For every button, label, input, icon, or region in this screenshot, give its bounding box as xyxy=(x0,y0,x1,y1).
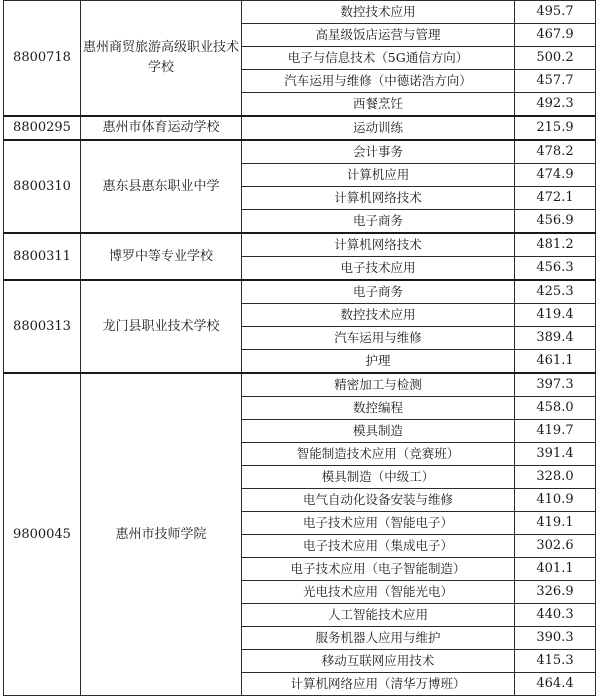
score-cell: 391.4 xyxy=(515,443,596,466)
major-name-cell: 模具制造（中级工） xyxy=(242,466,515,489)
score-cell: 481.2 xyxy=(515,233,596,257)
major-name-cell: 计算机网络技术 xyxy=(242,187,515,210)
major-name-cell: 模具制造 xyxy=(242,420,515,443)
score-cell: 390.3 xyxy=(515,627,596,650)
score-cell: 478.2 xyxy=(515,140,596,164)
score-cell: 461.1 xyxy=(515,350,596,374)
major-name-cell: 服务机器人应用与维护 xyxy=(242,627,515,650)
major-name-cell: 电子技术应用（智能电子） xyxy=(242,512,515,535)
score-cell: 457.7 xyxy=(515,70,596,93)
school-code-cell: 8800313 xyxy=(4,280,81,373)
school-code-cell: 8800295 xyxy=(4,116,81,140)
major-name-cell: 电子技术应用（电子智能制造） xyxy=(242,558,515,581)
major-name-cell: 汽车运用与维修 xyxy=(242,327,515,350)
major-name-cell: 计算机网络应用（清华万博班） xyxy=(242,673,515,696)
table-row xyxy=(4,233,596,257)
major-name-cell: 计算机网络技术 xyxy=(242,233,515,257)
major-name-cell: 电子与信息技术（5G通信方向） xyxy=(242,47,515,70)
score-cell: 215.9 xyxy=(515,116,596,140)
score-cell: 474.9 xyxy=(515,164,596,187)
table-row xyxy=(4,280,596,304)
major-name-cell: 精密加工与检测 xyxy=(242,373,515,397)
score-cell: 410.9 xyxy=(515,489,596,512)
major-name-cell: 电气自动化设备安装与维修 xyxy=(242,489,515,512)
major-name-cell: 移动互联网应用技术 xyxy=(242,650,515,673)
score-cell: 492.3 xyxy=(515,93,596,117)
score-cell: 326.9 xyxy=(515,581,596,604)
score-cell: 397.3 xyxy=(515,373,596,397)
score-cell: 458.0 xyxy=(515,397,596,420)
school-name-cell: 惠东县惠东职业中学 xyxy=(81,140,242,233)
major-name-cell: 电子商务 xyxy=(242,280,515,304)
table-row xyxy=(4,116,596,140)
major-name-cell: 会计事务 xyxy=(242,140,515,164)
score-cell: 401.1 xyxy=(515,558,596,581)
score-cell: 464.4 xyxy=(515,673,596,696)
major-name-cell: 运动训练 xyxy=(242,116,515,140)
major-name-cell: 数控编程 xyxy=(242,397,515,420)
score-cell: 328.0 xyxy=(515,466,596,489)
school-code-cell: 9800045 xyxy=(4,373,81,696)
score-cell: 472.1 xyxy=(515,187,596,210)
table-row xyxy=(4,140,596,164)
table-body xyxy=(4,1,596,696)
score-cell: 500.2 xyxy=(515,47,596,70)
school-code-cell: 8800718 xyxy=(4,1,81,117)
table-row xyxy=(4,1,596,24)
major-name-cell: 汽车运用与维修（中德诺浩方向） xyxy=(242,70,515,93)
score-cell: 495.7 xyxy=(515,1,596,24)
major-name-cell: 护理 xyxy=(242,350,515,374)
major-name-cell: 电子技术应用 xyxy=(242,257,515,281)
school-code-cell: 8800311 xyxy=(4,233,81,280)
score-cell: 440.3 xyxy=(515,604,596,627)
major-name-cell: 电子商务 xyxy=(242,210,515,234)
major-name-cell: 数控技术应用 xyxy=(242,304,515,327)
major-name-cell: 数控技术应用 xyxy=(242,1,515,24)
major-name-cell: 光电技术应用（智能光电） xyxy=(242,581,515,604)
score-cell: 419.1 xyxy=(515,512,596,535)
school-name-cell: 惠州市体育运动学校 xyxy=(81,116,242,140)
major-name-cell: 人工智能技术应用 xyxy=(242,604,515,627)
score-cell: 456.9 xyxy=(515,210,596,234)
score-cell: 389.4 xyxy=(515,327,596,350)
score-cell: 415.3 xyxy=(515,650,596,673)
table-row xyxy=(4,373,596,397)
school-name-cell: 惠州商贸旅游高级职业技术学校 xyxy=(81,1,242,117)
score-cell: 456.3 xyxy=(515,257,596,281)
score-cell: 425.3 xyxy=(515,280,596,304)
score-cell: 419.7 xyxy=(515,420,596,443)
score-cell: 467.9 xyxy=(515,24,596,47)
score-cell: 419.4 xyxy=(515,304,596,327)
major-name-cell: 西餐烹饪 xyxy=(242,93,515,117)
major-name-cell: 高星级饭店运营与管理 xyxy=(242,24,515,47)
admission-score-table xyxy=(3,0,596,696)
major-name-cell: 电子技术应用（集成电子） xyxy=(242,535,515,558)
school-code-cell: 8800310 xyxy=(4,140,81,233)
major-name-cell: 计算机应用 xyxy=(242,164,515,187)
school-name-cell: 惠州市技师学院 xyxy=(81,373,242,696)
school-name-cell: 博罗中等专业学校 xyxy=(81,233,242,280)
school-name-cell: 龙门县职业技术学校 xyxy=(81,280,242,373)
major-name-cell: 智能制造技术应用（竞赛班） xyxy=(242,443,515,466)
score-cell: 302.6 xyxy=(515,535,596,558)
